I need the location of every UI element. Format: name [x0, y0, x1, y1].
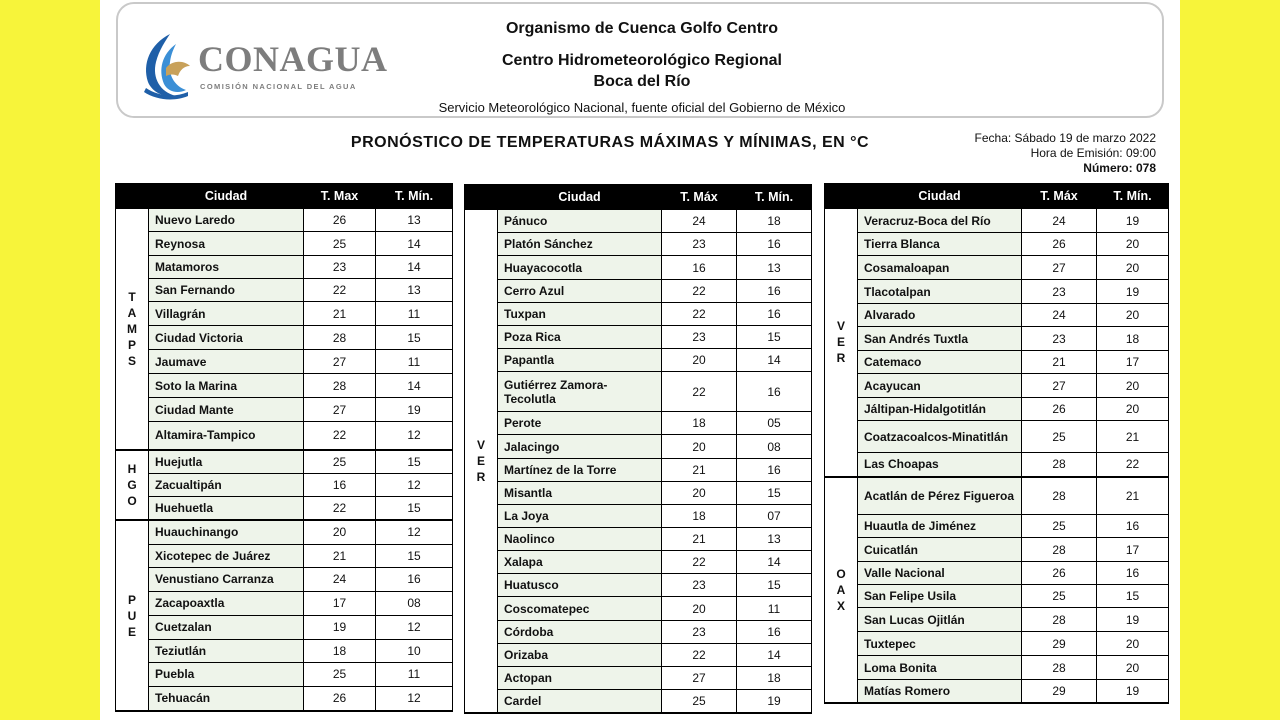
- temp-min: 10: [376, 639, 453, 662]
- temp-min: 14: [737, 551, 812, 574]
- temp-max: 29: [1022, 680, 1097, 704]
- table-row: [116, 232, 453, 256]
- temp-min: 08: [376, 591, 453, 615]
- temp-max: 21: [662, 459, 737, 482]
- temp-min: 20: [1097, 304, 1169, 327]
- table-row: [116, 398, 453, 422]
- table-row: [465, 459, 812, 482]
- temp-max: 17: [304, 591, 376, 615]
- temp-min: 12: [376, 520, 453, 544]
- state-label: V E R: [465, 210, 498, 714]
- table-row: [465, 528, 812, 551]
- temp-min: 11: [737, 597, 812, 621]
- city-name: Valle Nacional: [858, 562, 1022, 585]
- city-column-header: Ciudad: [498, 185, 662, 210]
- city-name: Matías Romero: [858, 680, 1022, 704]
- temp-min: 14: [737, 349, 812, 372]
- table-row: [825, 632, 1169, 656]
- city-name: Tuxpan: [498, 303, 662, 326]
- temp-max: 28: [1022, 538, 1097, 562]
- temp-min: 12: [376, 422, 453, 450]
- city-name: Ciudad Mante: [149, 398, 304, 422]
- temp-min: 14: [376, 374, 453, 398]
- table-row: [465, 210, 812, 233]
- city-name: Jáltipan-Hidalgotitlán: [858, 398, 1022, 421]
- state-label: P U E: [116, 520, 149, 711]
- city-name: Misantla: [498, 482, 662, 505]
- temp-max: 28: [1022, 608, 1097, 632]
- temp-min: 11: [376, 350, 453, 374]
- table-row: [825, 233, 1169, 256]
- temp-max: 16: [304, 474, 376, 497]
- temp-min: 15: [737, 482, 812, 505]
- temp-max: 21: [1022, 351, 1097, 374]
- temp-min: 07: [737, 505, 812, 528]
- city-name: Huautla de Jiménez: [858, 515, 1022, 538]
- temp-min: 12: [376, 686, 453, 711]
- state-label: V E R: [825, 209, 858, 477]
- city-column-header: Ciudad: [149, 184, 304, 209]
- temp-max: 21: [662, 528, 737, 551]
- temp-min: 19: [1097, 209, 1169, 233]
- city-name: Zacualtipán: [149, 474, 304, 497]
- table-row: [465, 574, 812, 597]
- table-row: [825, 256, 1169, 280]
- temp-min: 18: [1097, 327, 1169, 351]
- city-name: Tuxtepec: [858, 632, 1022, 656]
- temp-min: 20: [1097, 233, 1169, 256]
- temp-min: 17: [1097, 351, 1169, 374]
- table-row: [825, 538, 1169, 562]
- temp-max: 25: [304, 450, 376, 474]
- temp-max: 25: [304, 232, 376, 256]
- temp-max: 22: [304, 279, 376, 302]
- city-name: Teziutlán: [149, 639, 304, 662]
- city-name: Cardel: [498, 690, 662, 714]
- city-name: Nuevo Laredo: [149, 209, 304, 232]
- temp-max: 21: [304, 302, 376, 326]
- temp-min: 15: [376, 544, 453, 567]
- issue-date: Fecha: Sábado 19 de marzo 2022: [974, 131, 1156, 145]
- org-name: Organismo de Cuenca Golfo Centro: [505, 20, 779, 37]
- temp-max: 28: [304, 326, 376, 350]
- city-name: Catemaco: [858, 351, 1022, 374]
- table-row: [116, 567, 453, 591]
- temp-max: 22: [662, 551, 737, 574]
- table-row: [116, 662, 453, 686]
- city-name: Loma Bonita: [858, 656, 1022, 680]
- table-row: [116, 422, 453, 450]
- table-row: [825, 374, 1169, 398]
- temp-max: 23: [662, 233, 737, 256]
- table-row: [465, 597, 812, 621]
- temp-max: 23: [304, 256, 376, 279]
- temp-max: 20: [662, 349, 737, 372]
- city-name: Jalacingo: [498, 435, 662, 459]
- temp-min: 05: [737, 412, 812, 435]
- issue-meta: [975, 131, 1156, 176]
- city-name: Veracruz-Boca del Río: [858, 209, 1022, 233]
- table-row: [825, 515, 1169, 538]
- city-name: Reynosa: [149, 232, 304, 256]
- city-name: Coatzacoalcos-Minatitlán: [858, 421, 1022, 453]
- temp-min: 16: [376, 567, 453, 591]
- temp-min: 20: [1097, 656, 1169, 680]
- temp-max: 22: [304, 422, 376, 450]
- temp-min: 15: [737, 574, 812, 597]
- city-name: La Joya: [498, 505, 662, 528]
- temp-min: 11: [376, 302, 453, 326]
- temp-min: 16: [737, 372, 812, 412]
- temp-max: 26: [1022, 562, 1097, 585]
- temp-min: 14: [376, 256, 453, 279]
- city-name: Las Choapas: [858, 453, 1022, 477]
- tmin-column-header: T. Mín.: [737, 185, 812, 210]
- table-row: [116, 279, 453, 302]
- table-row: [465, 256, 812, 280]
- table-row: [116, 639, 453, 662]
- table-row: [825, 209, 1169, 233]
- table-row: [116, 591, 453, 615]
- table-row: [465, 280, 812, 303]
- table-row: [825, 608, 1169, 632]
- temp-min: 20: [1097, 374, 1169, 398]
- temp-min: 20: [1097, 256, 1169, 280]
- city-name: Tlacotalpan: [858, 280, 1022, 304]
- temp-min: 15: [376, 326, 453, 350]
- temp-min: 16: [737, 280, 812, 303]
- city-name: Naolinco: [498, 528, 662, 551]
- table-row: [465, 349, 812, 372]
- city-name: Gutiérrez Zamora-Tecolutla: [498, 372, 662, 412]
- logo-subtitle: COMISIÓN NACIONAL DEL AGUA: [200, 82, 357, 91]
- state-column-header: [116, 184, 149, 209]
- table-row: [825, 398, 1169, 421]
- temp-min: 15: [1097, 585, 1169, 608]
- temp-max: 20: [662, 482, 737, 505]
- forecast-table-3: [824, 183, 1169, 704]
- temp-max: 23: [1022, 280, 1097, 304]
- table-row: [825, 304, 1169, 327]
- service-line: Servicio Meteorológico Nacional, fuente oficial del Gobierno de México: [438, 100, 846, 115]
- temp-min: 19: [376, 398, 453, 422]
- temp-max: 24: [1022, 209, 1097, 233]
- table-row: [465, 412, 812, 435]
- temp-max: 24: [304, 567, 376, 591]
- temp-max: 27: [1022, 256, 1097, 280]
- temp-min: 16: [1097, 562, 1169, 585]
- temp-max: 23: [662, 326, 737, 349]
- city-name: Coscomatepec: [498, 597, 662, 621]
- temp-max: 23: [662, 621, 737, 644]
- temp-min: 19: [1097, 680, 1169, 704]
- temp-min: 16: [737, 459, 812, 482]
- city-name: Huehuetla: [149, 497, 304, 521]
- tmax-column-header: T. Máx: [1022, 184, 1097, 209]
- table-row: [465, 690, 812, 714]
- place-name: Boca del Río: [593, 73, 691, 90]
- table-row: [465, 644, 812, 667]
- temp-max: 28: [304, 374, 376, 398]
- temp-min: 13: [737, 256, 812, 280]
- temp-min: 16: [737, 621, 812, 644]
- state-label: H G O: [116, 450, 149, 521]
- tmin-column-header: T. Mín.: [1097, 184, 1169, 209]
- temp-max: 23: [1022, 327, 1097, 351]
- city-name: Tehuacán: [149, 686, 304, 711]
- temp-min: 13: [376, 209, 453, 232]
- table-row: [465, 435, 812, 459]
- temp-max: 20: [662, 597, 737, 621]
- city-name: Martínez de la Torre: [498, 459, 662, 482]
- temp-max: 25: [1022, 585, 1097, 608]
- temp-min: 18: [737, 667, 812, 690]
- table-row: [116, 520, 453, 544]
- city-name: Acatlán de Pérez Figueroa: [858, 477, 1022, 515]
- table-row: [116, 450, 453, 474]
- city-name: Papantla: [498, 349, 662, 372]
- city-name: Poza Rica: [498, 326, 662, 349]
- table-row: [825, 656, 1169, 680]
- table-row: [825, 421, 1169, 453]
- city-name: Ciudad Victoria: [149, 326, 304, 350]
- temp-max: 22: [662, 644, 737, 667]
- temp-max: 25: [304, 662, 376, 686]
- temp-min: 18: [737, 210, 812, 233]
- temp-min: 21: [1097, 421, 1169, 453]
- state-column-header: [465, 185, 498, 210]
- city-name: Alvarado: [858, 304, 1022, 327]
- temp-max: 16: [662, 256, 737, 280]
- table-row: [465, 621, 812, 644]
- temp-max: 19: [304, 615, 376, 639]
- table-row: [116, 544, 453, 567]
- city-name: San Fernando: [149, 279, 304, 302]
- forecast-table-1: [115, 183, 453, 712]
- table-row: [465, 326, 812, 349]
- table-row: [825, 585, 1169, 608]
- table-row: [116, 474, 453, 497]
- temp-min: 15: [376, 450, 453, 474]
- temp-min: 12: [376, 615, 453, 639]
- temp-min: 14: [376, 232, 453, 256]
- table-row: [465, 482, 812, 505]
- table-row: [825, 280, 1169, 304]
- table-row: [465, 551, 812, 574]
- table-row: [116, 209, 453, 232]
- table-row: [465, 303, 812, 326]
- temp-max: 18: [662, 412, 737, 435]
- temp-min: 17: [1097, 538, 1169, 562]
- temp-max: 18: [304, 639, 376, 662]
- temp-max: 29: [1022, 632, 1097, 656]
- issue-number: Número: 078: [1083, 161, 1156, 175]
- table-row: [116, 256, 453, 279]
- table-row: [116, 302, 453, 326]
- temp-max: 27: [1022, 374, 1097, 398]
- temp-max: 25: [662, 690, 737, 714]
- temp-max: 28: [1022, 477, 1097, 515]
- city-name: Huatusco: [498, 574, 662, 597]
- table-row: [465, 372, 812, 412]
- temp-min: 11: [376, 662, 453, 686]
- city-name: Acayucan: [858, 374, 1022, 398]
- header-box: [116, 2, 1164, 118]
- temp-max: 25: [1022, 421, 1097, 453]
- temp-min: 20: [1097, 398, 1169, 421]
- city-name: San Andrés Tuxtla: [858, 327, 1022, 351]
- temp-min: 15: [737, 326, 812, 349]
- center-name: Centro Hidrometeorológico Regional: [501, 52, 782, 69]
- city-name: Soto la Marina: [149, 374, 304, 398]
- temp-max: 18: [662, 505, 737, 528]
- temp-min: 19: [737, 690, 812, 714]
- temp-min: 14: [737, 644, 812, 667]
- table-row: [825, 351, 1169, 374]
- temp-max: 24: [1022, 304, 1097, 327]
- city-name: San Lucas Ojitlán: [858, 608, 1022, 632]
- temp-max: 28: [1022, 656, 1097, 680]
- issue-time: Hora de Emisión: 09:00: [1030, 146, 1156, 160]
- table-row: [825, 562, 1169, 585]
- city-name: Xalapa: [498, 551, 662, 574]
- temp-min: 13: [737, 528, 812, 551]
- temp-min: 12: [376, 474, 453, 497]
- temp-min: 19: [1097, 608, 1169, 632]
- city-name: Perote: [498, 412, 662, 435]
- city-name: Actopan: [498, 667, 662, 690]
- table-row: [116, 350, 453, 374]
- temp-min: 16: [737, 303, 812, 326]
- city-name: Cosamaloapan: [858, 256, 1022, 280]
- temp-max: 26: [304, 209, 376, 232]
- temp-max: 27: [662, 667, 737, 690]
- city-name: Huauchinango: [149, 520, 304, 544]
- city-name: Villagrán: [149, 302, 304, 326]
- temp-max: 22: [662, 280, 737, 303]
- temp-max: 25: [1022, 515, 1097, 538]
- logo-wordmark: CONAGUA: [198, 39, 388, 79]
- temp-min: 15: [376, 497, 453, 521]
- temp-max: 27: [304, 398, 376, 422]
- city-name: Huayacocotla: [498, 256, 662, 280]
- temp-max: 22: [304, 497, 376, 521]
- temp-max: 26: [304, 686, 376, 711]
- city-name: Xicotepec de Juárez: [149, 544, 304, 567]
- state-label: O A X: [825, 477, 858, 704]
- city-name: Matamoros: [149, 256, 304, 279]
- temp-max: 20: [304, 520, 376, 544]
- city-name: Pánuco: [498, 210, 662, 233]
- city-name: Cerro Azul: [498, 280, 662, 303]
- temp-max: 22: [662, 372, 737, 412]
- city-name: Altamira-Tampico: [149, 422, 304, 450]
- city-column-header: Ciudad: [858, 184, 1022, 209]
- table-row: [825, 680, 1169, 704]
- temp-min: 19: [1097, 280, 1169, 304]
- table-row: [116, 326, 453, 350]
- temp-max: 27: [304, 350, 376, 374]
- temp-min: 16: [737, 233, 812, 256]
- table-row: [825, 477, 1169, 515]
- temp-min: 21: [1097, 477, 1169, 515]
- table-row: [825, 327, 1169, 351]
- temp-max: 23: [662, 574, 737, 597]
- state-column-header: [825, 184, 858, 209]
- table-row: [116, 374, 453, 398]
- tmin-column-header: T. Mín.: [376, 184, 453, 209]
- city-name: Venustiano Carranza: [149, 567, 304, 591]
- city-name: Cuetzalan: [149, 615, 304, 639]
- table-row: [465, 233, 812, 256]
- forecast-table-2: [464, 184, 812, 714]
- table-row: [116, 686, 453, 711]
- page-title: PRONÓSTICO DE TEMPERATURAS MÁXIMAS Y MÍNIMAS, EN °C: [350, 134, 870, 151]
- temp-min: 08: [737, 435, 812, 459]
- city-name: Huejutla: [149, 450, 304, 474]
- table-row: [465, 505, 812, 528]
- city-name: Cuicatlán: [858, 538, 1022, 562]
- table-row: [116, 615, 453, 639]
- city-name: Puebla: [149, 662, 304, 686]
- temp-max: 26: [1022, 398, 1097, 421]
- city-name: San Felipe Usila: [858, 585, 1022, 608]
- temp-max: 26: [1022, 233, 1097, 256]
- tmax-column-header: T. Max: [304, 184, 376, 209]
- table-row: [116, 497, 453, 521]
- temp-min: 13: [376, 279, 453, 302]
- city-name: Córdoba: [498, 621, 662, 644]
- temp-max: 20: [662, 435, 737, 459]
- temp-max: 21: [304, 544, 376, 567]
- temp-min: 22: [1097, 453, 1169, 477]
- temp-max: 22: [662, 303, 737, 326]
- state-label: T A M P S: [116, 209, 149, 450]
- temp-max: 24: [662, 210, 737, 233]
- city-name: Orizaba: [498, 644, 662, 667]
- temp-min: 20: [1097, 632, 1169, 656]
- temp-max: 28: [1022, 453, 1097, 477]
- city-name: Jaumave: [149, 350, 304, 374]
- temp-min: 16: [1097, 515, 1169, 538]
- tmax-column-header: T. Máx: [662, 185, 737, 210]
- forecast-sheet: [100, 0, 1180, 720]
- city-name: Platón Sánchez: [498, 233, 662, 256]
- city-name: Zacapoaxtla: [149, 591, 304, 615]
- table-row: [465, 667, 812, 690]
- city-name: Tierra Blanca: [858, 233, 1022, 256]
- table-row: [825, 453, 1169, 477]
